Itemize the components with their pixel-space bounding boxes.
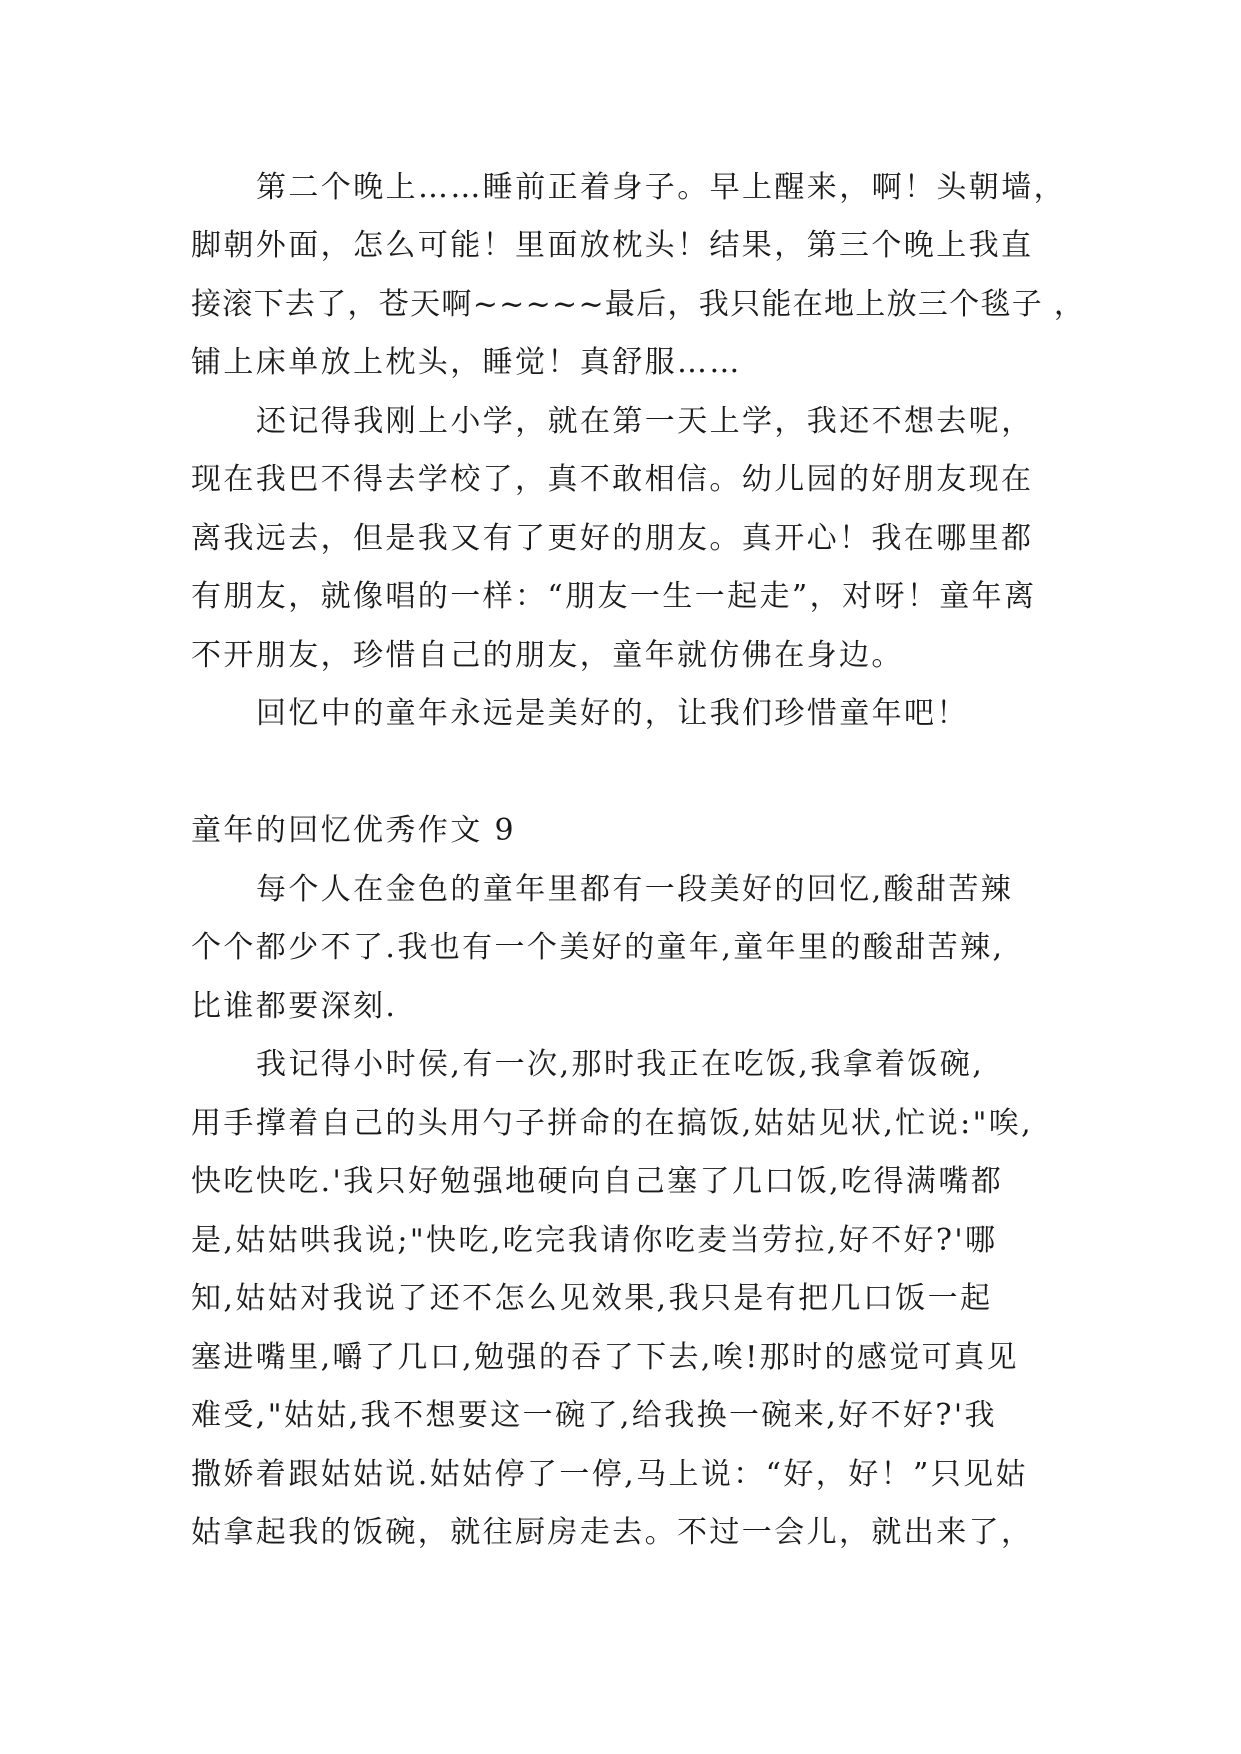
paragraph-line: 每个人在金色的童年里都有一段美好的回忆,酸甜苦辣: [256, 872, 1014, 907]
paragraph-line: 脚朝外面，怎么可能！里面放枕头！结果，第三个晚上我直: [191, 228, 1034, 263]
paragraph-line: 还记得我刚上小学，就在第一天上学，我还不想去呢，: [256, 404, 1034, 439]
paragraph-line: 塞进嘴里,嚼了几口,勉强的吞了下去,唉!那时的感觉可真见: [191, 1340, 1019, 1375]
paragraph-line: 撒娇着跟姑姑说.姑姑停了一停,马上说：“好，好！”只见姑: [191, 1457, 1028, 1492]
paragraph-line: 不开朋友，珍惜自己的朋友，童年就仿佛在身边。: [191, 638, 904, 673]
section-heading: 童年的回忆优秀作文 9: [191, 813, 517, 848]
paragraph-line: 个个都少不了.我也有一个美好的童年,童年里的酸甜苦辣,: [191, 930, 1005, 965]
paragraph-line: 第二个晚上……睡前正着身子。早上醒来，啊！头朝墙，: [256, 170, 1066, 205]
paragraph-line: 接滚下去了，苍天啊~~~~~最后，我只能在地上放三个毯子 ，: [191, 287, 1086, 322]
paragraph-line: 有朋友，就像唱的一样：“朋友一生一起走”，对呀！童年离: [191, 579, 1037, 614]
paragraph-line: 快吃快吃.'我只好勉强地硬向自己塞了几口饭,吃得满嘴都: [191, 1164, 1004, 1199]
paragraph-line: 铺上床单放上枕头，睡觉！真舒服……: [191, 345, 742, 380]
paragraph-line: 难受,"姑姑,我不想要这一碗了,给我换一碗来,好不好?'我: [191, 1398, 997, 1433]
paragraph-line: 离我远去，但是我又有了更好的朋友。真开心！我在哪里都: [191, 521, 1034, 556]
paragraph-line: 回忆中的童年永远是美好的，让我们珍惜童年吧！: [256, 696, 969, 731]
paragraph-line: 是,姑姑哄我说;"快吃,吃完我请你吃麦当劳拉,好不好?'哪: [191, 1223, 998, 1258]
paragraph-line: 比谁都要深刻.: [191, 989, 398, 1024]
paragraph-line: 用手撑着自己的头用勺子拼命的在搞饭,姑姑见状,忙说:"唉,: [191, 1106, 1034, 1141]
paragraph-line: 现在我巴不得去学校了，真不敢相信。幼儿园的好朋友现在: [191, 462, 1034, 497]
paragraph-line: 姑拿起我的饭碗，就往厨房走去。不过一会儿，就出来了，: [191, 1515, 1034, 1550]
paragraph-line: 知,姑姑对我说了还不怎么见效果,我只是有把几口饭一起: [191, 1281, 993, 1316]
paragraph-line: 我记得小时侯,有一次,那时我正在吃饭,我拿着饭碗,: [256, 1047, 985, 1082]
